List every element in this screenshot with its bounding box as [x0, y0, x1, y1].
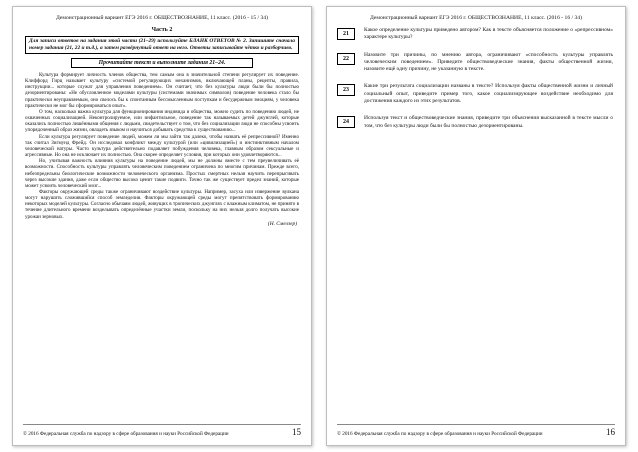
task-text: Какое определение культуры приведено автором? Как в тексте объясняется положение о «репрессивном» характере культуры?: [364, 27, 613, 41]
page-header: Демонстрационный вариант ЕГЭ 2016 г. ОБЩЕСТВОЗНАНИЕ, 11 класс. (2016 - 16 / 34): [370, 15, 582, 21]
answer-instruction-box: Для записи ответов на задания этой части (21–29) используйте БЛАНК ОТВЕТОВ № 2. Запишите сначала номер задания (21, 22 и т.д.), а затем развёрнутый ответ на него. Ответы записывайте чётко и разборчиво.: [25, 36, 299, 54]
text-paragraph: О том, насколько важна культура для функционирования индивида и общества, можно судить по поведению людей, не охваченных социализацией. Неконтролируемое, или инфантильное, поведение так называемых детей джунглей, которые оказались полностью лишёнными общения с людьми, свидетельствует о том, что без социализации люди не способны усвоить упорядоченный образ жизни, овладеть языком и научиться добывать средства к существованию...: [25, 108, 299, 134]
footer-copyright: © 2016 Федеральная служба по надзору в сфере образования и науки Российской Федерации: [337, 431, 543, 437]
task-number-box: 24: [337, 116, 355, 128]
task-item: [337, 83, 613, 105]
text-paragraph: Культура формирует личность членов общества, тем самым она в значительной степени регулирует их поведение. Клиффорд Гирц называет культуру «системой регулирующих механизмов, включающей планы, рецепты, правила, инструкции... которые служат для управления поведением». Он считает, что без культуры люди были бы полностью дезориентированы: «Не обусловленное моделями культуры (системами значимых символов) поведение человека стало бы практически неуправляемым, оно свелось бы к спонтанным бессмысленным поступкам и бесудержным эмоциям, у человека практически не мог бы сформироваться опыт».: [25, 72, 299, 109]
text-author: (Н. Смелзер): [267, 220, 297, 227]
task-text: Используя текст и обществоведческие знания, приведите три объяснения высказанной в тексте мысли о том, что без культуры люди были бы полностью дезориентированы.: [364, 115, 613, 129]
task-number-box: 22: [337, 53, 355, 65]
page-16: [326, 6, 626, 446]
page-number: 15: [292, 427, 301, 437]
reading-text: [25, 72, 299, 220]
task-item: [337, 115, 613, 130]
page-footer: [23, 424, 301, 437]
task-item: [337, 27, 613, 42]
task-list: [337, 27, 615, 130]
page-15: [12, 6, 312, 446]
task-text: Какие три результата социализации названы в тексте? Используя факты общественной жизни и личный социальный опыт, приведите пример того, какое социализирующее воздействие необходимо для достижения каждого из этих результатов.: [364, 83, 613, 105]
text-paragraph: Если культура регулирует поведение людей, можем ли мы зайти так далеко, чтобы назвать её репрессивной? Именно так считал Зигмунд Фрейд. Он исследовал конфликт между культурой (или «цивилизацией») и инстинктивным началом человеческой натуры. Часто культура действительно подавляет побуждения человека, главным образом сексуальные и агрессивные. Но она не исключает их полностью. Она скорее определяет условия, при которых они удовлетворяются...: [25, 133, 299, 159]
footer-copyright: © 2016 Федеральная служба по надзору в сфере образования и науки Российской Федерации: [23, 431, 229, 437]
page-header: Демонстрационный вариант ЕГЭ 2016 г. ОБЩЕСТВОЗНАНИЕ, 11 класс. (2016 - 15 / 34): [56, 15, 268, 21]
page-number: 16: [606, 427, 615, 437]
page-footer: [337, 424, 615, 437]
task-item: [337, 52, 613, 74]
part-title: Часть 2: [151, 27, 173, 33]
task-number-box: 23: [337, 84, 355, 96]
task-number-box: 21: [337, 28, 355, 40]
text-paragraph: Но, учитывая важность влияния культуры на поведение людей, мы не должны вместе с тем преувеличивать её возможности. Способность культуры управлять человеческим поведением ограничена по многим причинам. Прежде всего, небезпредельны биологические возможности человеческого организма. Простых смертных нельзя научить перепрыгивать через высокие здания, даже если общество высоко ценит такие подвиги. Точно так же существует предел знаний, которые может усвоить человеческий мозг...: [25, 158, 299, 189]
task-text: Назовите три причины, по мнению автора, ограничивают «способность культуры управлять человеческим поведением». Приведите обществоведческие знания, факты общественной жизни, назовите ещё одну причину, не указанную в тексте.: [364, 51, 613, 73]
read-text-prompt: Прочитайте текст и выполните задания 21–24.: [71, 58, 253, 68]
text-paragraph: Факторы окружающей среды также ограничивают воздействие культуры. Например, засуха или извержение вулкана могут нарушить сложившийся способ земледелия. Факторы окружающей среды могут препятствовать формированию некоторых моделей культуры. Согласно обычаям людей, живущих в тропических джунглях с влажным климатом, не принято в течение длительного времени возделывать определённые участки земли, поскольку на них нельзя долго получать высокие урожаи зерновых.: [25, 188, 299, 220]
